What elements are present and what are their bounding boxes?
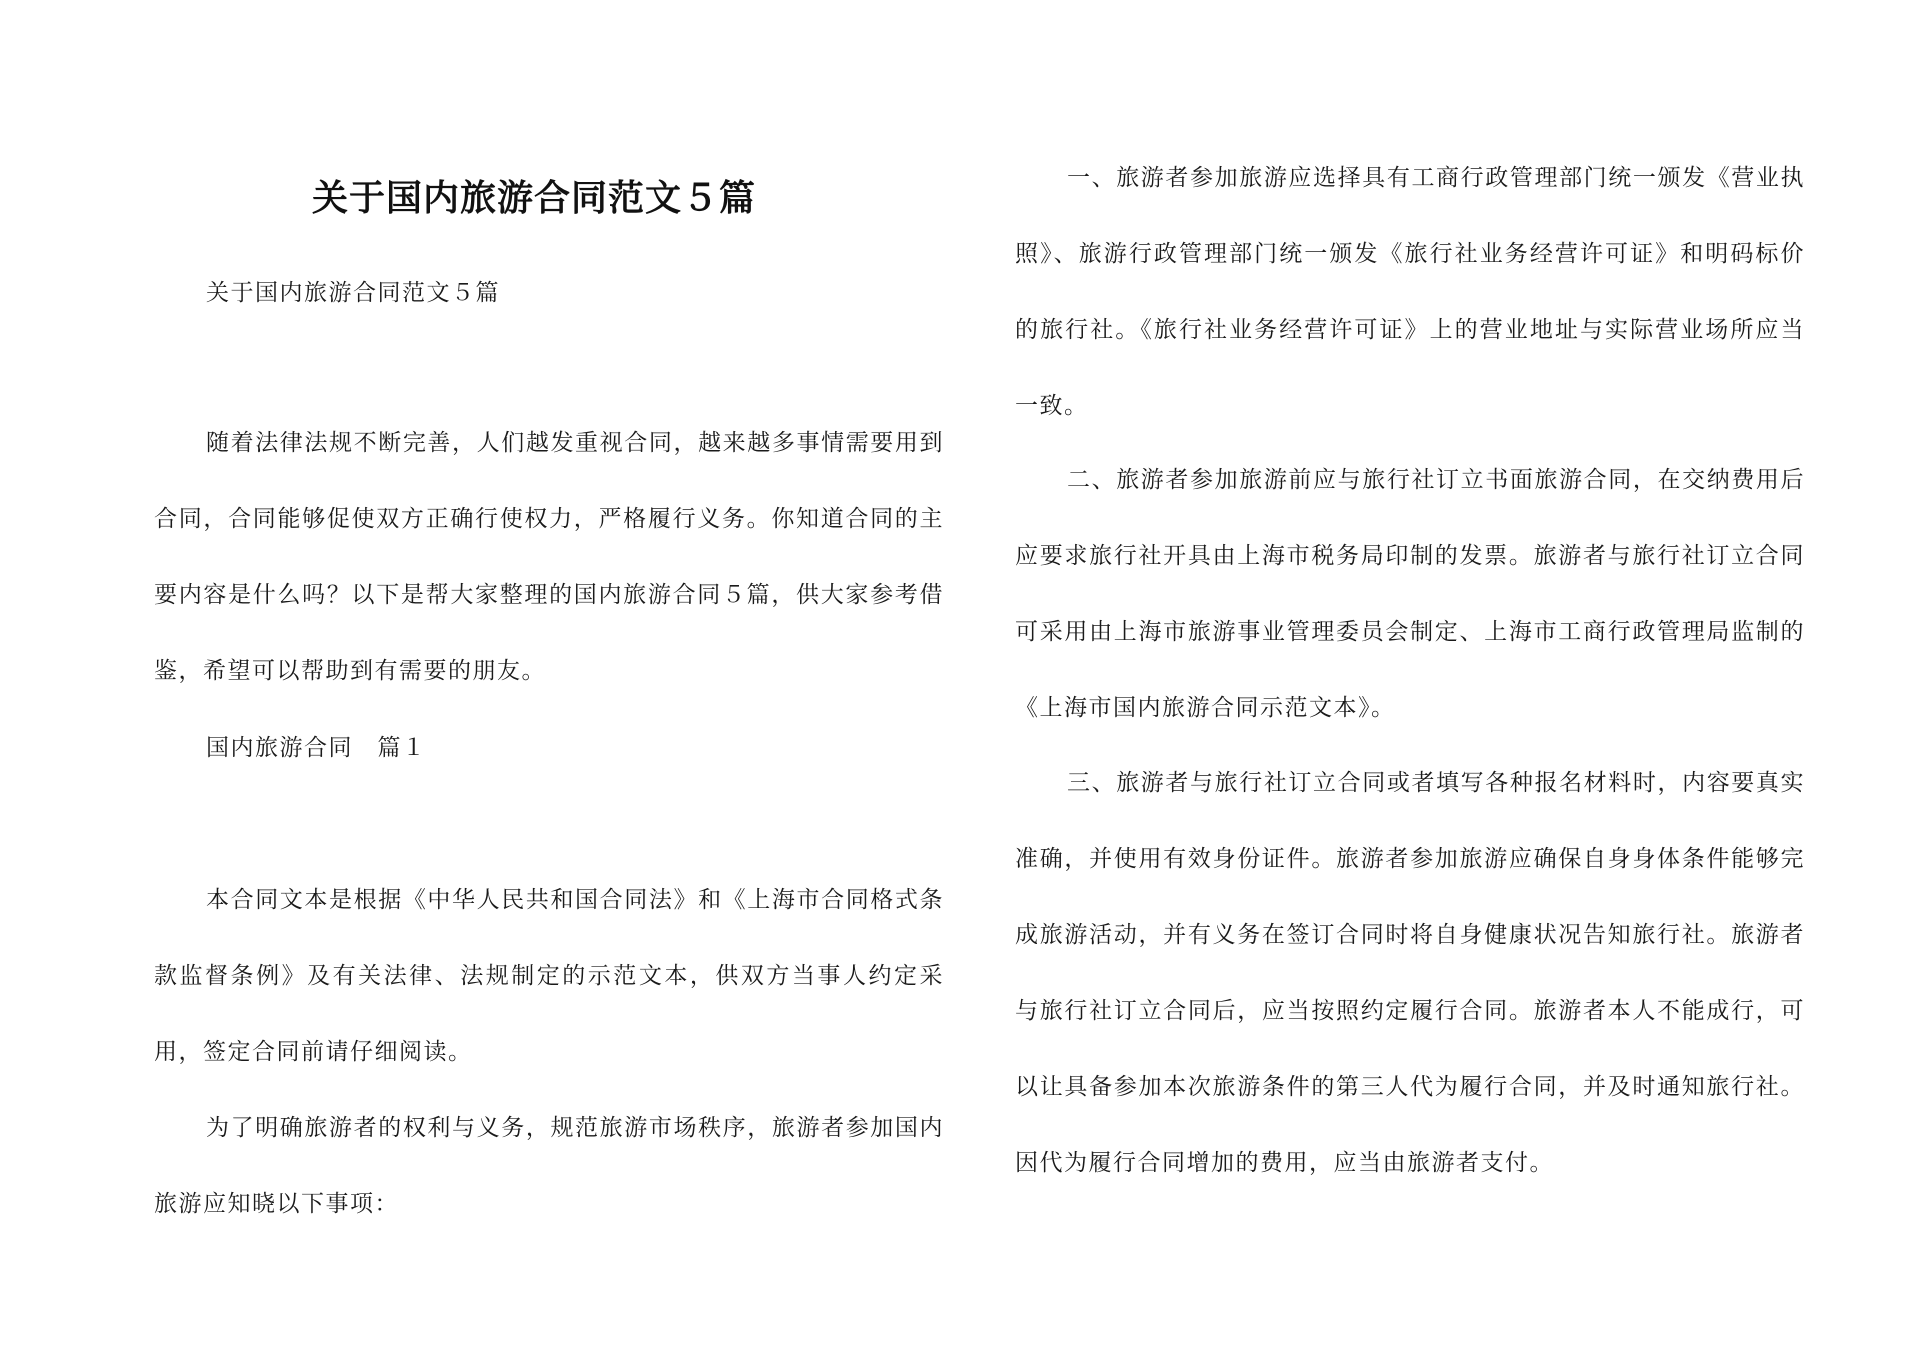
list-item-1: 一、旅游者参加旅游应选择具有工商行政管理部门统一颁发《营业执照》、旅游行政管理部门统一颁发《旅行社业务经营许可证》和明码标价的旅行社。《旅行社业务经营许可证》上的营业地址与实际营业场所应当一致。 [1015, 165, 1805, 419]
list-item-3: 三、旅游者与旅行社订立合同或者填写各种报名材料时，内容要真实准确，并使用有效身份证件。旅游者参加旅游应确保自身身体条件能够完成旅游活动，并有义务在签订合同时将自身健康状况告知旅行社。旅游者与旅行社订立合同后，应当按照约定履行合同。旅游者本人不能成行，可以让具备参加本次旅游条件的第三人代为履行合同，并及时通知旅行社。因代为履行合同增加的费用，应当由旅游者支付。 [1015, 770, 1805, 1176]
document-subtitle: 关于国内旅游合同范文５篇 [206, 280, 500, 306]
list-item-2: 二、旅游者参加旅游前应与旅行社订立书面旅游合同，在交纳费用后应要求旅行社开具由上海市税务局印制的发票。旅游者与旅行社订立合同可采用由上海市旅游事业管理委员会制定、上海市工商行政管理局监制的《上海市国内旅游合同示范文本》。 [1015, 467, 1805, 721]
document-title: 关于国内旅游合同范文５篇 [311, 177, 756, 219]
section-heading: 国内旅游合同 篇１ [206, 735, 427, 761]
intro-paragraph: 随着法律法规不断完善，人们越发重视合同，越来越多事情需要用到合同，合同能够促使双方正确行使权力，严格履行义务。你知道合同的主要内容是什么吗？以下是帮大家整理的国内旅游合同５篇，供大家参考借鉴，希望可以帮助到有需要的朋友。 [154, 430, 944, 684]
body-paragraph-2: 为了明确旅游者的权利与义务，规范旅游市场秩序，旅游者参加国内旅游应知晓以下事项： [154, 1115, 944, 1217]
body-paragraph-1: 本合同文本是根据《中华人民共和国合同法》和《上海市合同格式条款监督条例》及有关法律、法规制定的示范文本，供双方当事人约定采用，签定合同前请仔细阅读。 [154, 887, 944, 1065]
